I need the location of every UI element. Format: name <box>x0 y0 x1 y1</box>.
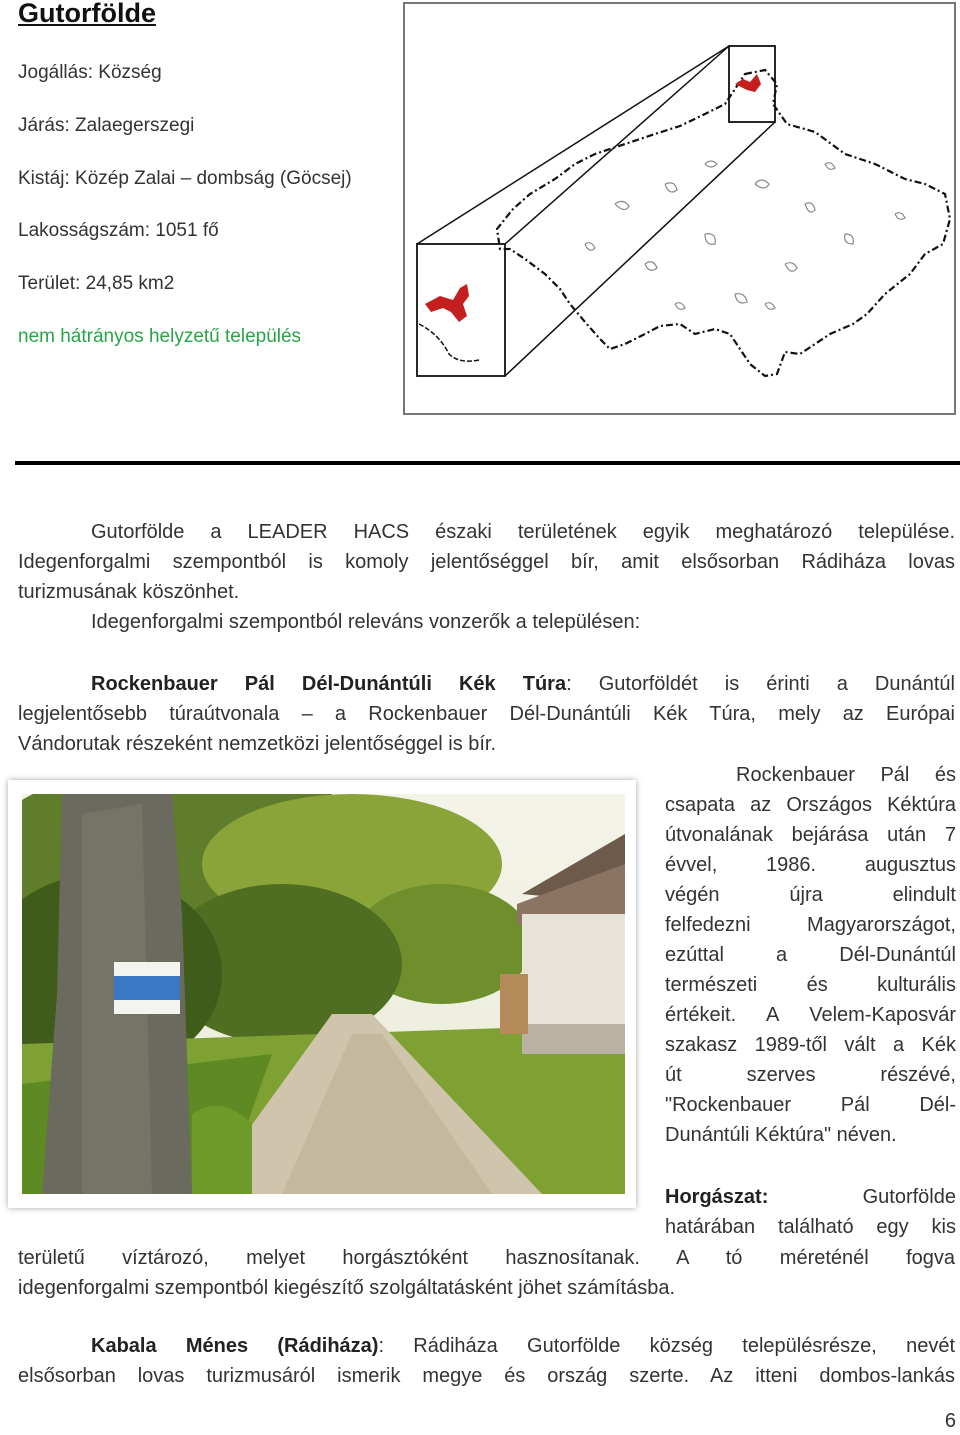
kabala-line-2: elsősorban lovas turizmusáról ismerik megye és ország szerte. Az itteni dombos-lankás <box>18 1365 955 1387</box>
rockenbauer-line-2: legjelentősebb túraútvonala – a Rockenbauer Dél-Dunántúli Kék Túra, mely az Európai <box>18 703 955 725</box>
rockenbauer-line-1 <box>18 669 955 699</box>
fishing-line-3: területű víztározó, melyet horgásztóként hasznosítanak. A tó méreténél fogva <box>18 1247 955 1269</box>
side-line-11: út szerves részévé, <box>665 1064 956 1086</box>
side-line-9: értékeit. A Velem-Kaposvár <box>665 1004 956 1026</box>
fact-area: Terület: 24,85 km2 <box>18 273 175 294</box>
side-line-10: szakasz 1989-től vált a Kék <box>665 1034 956 1056</box>
fishing-heading: Horgászat: <box>665 1186 769 1208</box>
fishing-line-1-rest: Gutorfölde <box>862 1186 956 1208</box>
fishing-paragraph <box>18 1243 955 1303</box>
fact-status: nem hátrányos helyzetű település <box>18 326 302 347</box>
rockenbauer-heading: Rockenbauer Pál Dél-Dunántúli Kék Túra <box>91 673 567 695</box>
section-divider <box>15 461 960 465</box>
fact-legal-status: Jogállás: Község <box>18 62 162 83</box>
side-line-8: természeti és kulturális <box>665 974 956 996</box>
kabala-line-1-rest: : Rádiháza Gutorfölde község településrésze, nevét <box>378 1335 955 1357</box>
page-title: Gutorfölde <box>18 0 156 28</box>
kabala-paragraph <box>18 1331 955 1391</box>
rockenbauer-paragraph <box>18 669 955 759</box>
kabala-heading: Kabala Ménes (Rádiháza) <box>91 1335 379 1357</box>
side-line-6: felfedezni Magyarországot, <box>665 914 956 936</box>
intro-paragraph <box>18 517 955 637</box>
county-map-svg <box>405 4 954 413</box>
location-map <box>403 2 956 415</box>
map-highlight-small <box>735 74 761 92</box>
rockenbauer-line-1-rest: : Gutorföldét is érinti a Dunántúl <box>566 673 955 695</box>
side-line-4: évvel, 1986. augusztus <box>665 854 956 876</box>
trail-marker-white-top <box>114 962 180 976</box>
side-line-12: "Rockenbauer Pál Dél- <box>665 1094 956 1116</box>
fact-population: Lakosságszám: 1051 fő <box>18 220 219 241</box>
intro-line-3: turizmusának köszönhet. <box>18 581 240 603</box>
fact-landscape: Kistáj: Közép Zalai – dombság (Göcsej) <box>18 168 352 189</box>
side-line-2: csapata az Országos Kéktúra <box>665 794 956 816</box>
side-line-1: Rockenbauer Pál és <box>736 764 956 786</box>
county-outline <box>497 70 950 376</box>
intro-line-4: Idegenforgalmi szempontból releváns vonzerők a településen: <box>91 611 641 633</box>
fishing-line-1 <box>665 1182 956 1212</box>
kabala-line-1 <box>18 1331 955 1361</box>
fishing-side-text <box>665 1182 956 1242</box>
fact-district: Járás: Zalaegerszegi <box>18 115 195 136</box>
page-number: 6 <box>944 1410 956 1432</box>
fishing-line-2: határában található egy kis <box>665 1216 956 1238</box>
trail-photo <box>22 794 625 1194</box>
intro-line-1: Gutorfölde a LEADER HACS északi területének egyik meghatározó települése. <box>91 521 955 543</box>
side-line-3: útvonalának bejárása után 7 <box>665 824 956 846</box>
trail-marker-white-bottom <box>114 1000 180 1014</box>
fishing-line-4: idegenforgalmi szempontból kiegészítő szolgáltatásként jöhet számításba. <box>18 1277 676 1299</box>
rockenbauer-line-3: Vándorutak részeként nemzetközi jelentőséggel is bír. <box>18 733 497 755</box>
intro-line-2: Idegenforgalmi szempontból is komoly jelentőséggel bír, amit elsősorban Rádiháza lovas <box>18 551 955 573</box>
map-highlight-large <box>425 284 469 322</box>
side-line-5: végén újra elindult <box>665 884 956 906</box>
side-line-7: ezúttal a Dél-Dunántúl <box>665 944 956 966</box>
trail-marker-blue <box>114 976 180 1000</box>
rockenbauer-side-text <box>665 760 956 1150</box>
side-line-13: Dunántúli Kéktúra" néven. <box>665 1124 897 1146</box>
